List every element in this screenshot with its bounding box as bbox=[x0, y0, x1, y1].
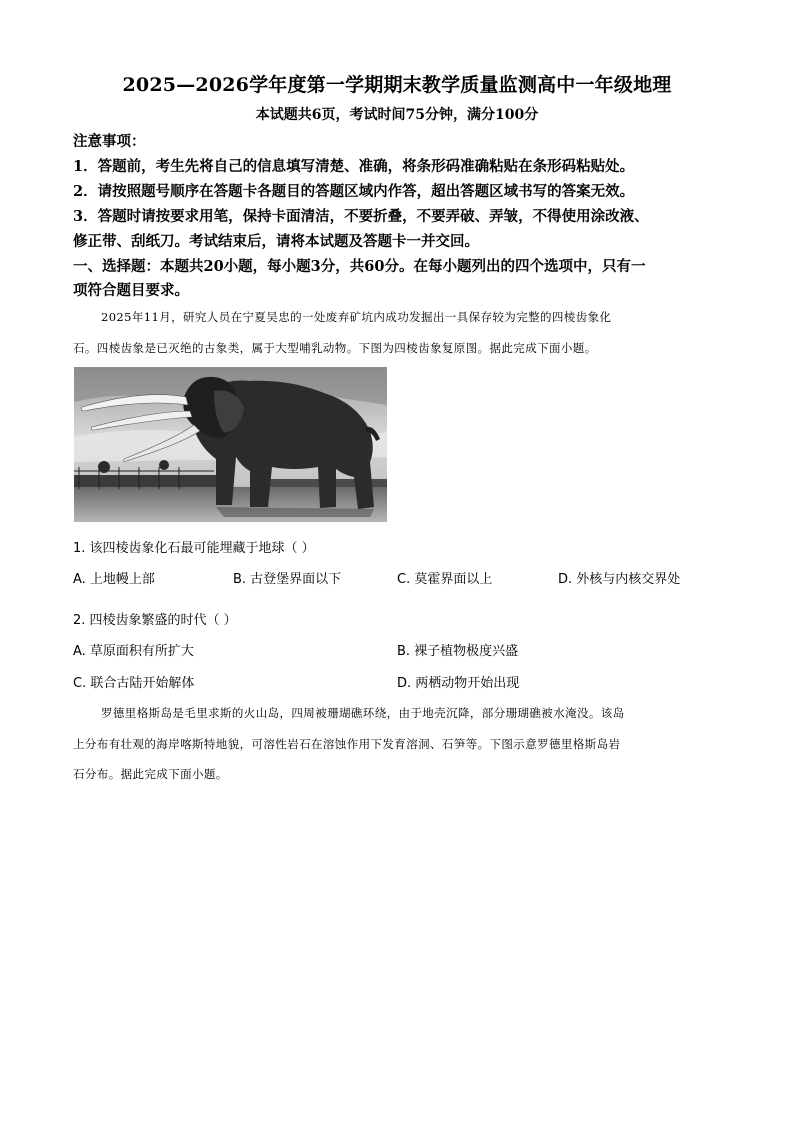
question-1-option-a[interactable]: A. 上地幔上部 bbox=[73, 572, 155, 587]
notice-item-3: 3．答题时请按要求用笔，保持卡面清洁，不要折叠，不要弄破、弄皱，不得使用涂改液、 bbox=[73, 208, 649, 225]
passage2-line2: 上分布有壮观的海岸喀斯特地貌，可溶性岩石在溶蚀作用下发育溶洞、石笋等。下图示意罗德里格斯岛岩 bbox=[73, 737, 621, 751]
page-title: 2025—2026学年度第一学期期末教学质量监测高中一年级地理 bbox=[122, 74, 672, 96]
section-heading: 一、选择题：本题共20小题，每小题3分，共60分。在每小题列出的四个选项中，只有一 bbox=[73, 258, 646, 275]
exam-info: 本试题共6页，考试时间75分钟，满分100分 bbox=[255, 107, 539, 123]
question-2-option-b[interactable]: B. 裸子植物极度兴盛 bbox=[397, 644, 519, 659]
question-1-option-c[interactable]: C. 莫霍界面以上 bbox=[397, 572, 493, 587]
notice-item-1: 1．答题前，考生先将自己的信息填写清楚、准确，将条形码准确粘贴在条形码粘贴处。 bbox=[73, 158, 635, 175]
question-2-option-a[interactable]: A. 草原面积有所扩大 bbox=[73, 644, 194, 659]
notice-heading: 注意事项： bbox=[73, 133, 146, 150]
question-1-stem: 1. 该四棱齿象化石最可能埋藏于地球（ ） bbox=[73, 541, 315, 556]
section-heading-cont: 项符合题目要求。 bbox=[73, 282, 189, 299]
question-1-option-d[interactable]: D. 外核与内核交界处 bbox=[558, 572, 681, 587]
question-2-option-d[interactable]: D. 两栖动物开始出现 bbox=[397, 676, 520, 691]
passage2-line3: 石分布。据此完成下面小题。 bbox=[73, 767, 228, 781]
question-2-option-c[interactable]: C. 联合古陆开始解体 bbox=[73, 676, 195, 691]
notice-item-3-cont: 修正带、刮纸刀。考试结束后，请将本试题及答题卡一并交回。 bbox=[73, 233, 479, 250]
elephant-reconstruction-image bbox=[74, 367, 387, 522]
question-2-stem: 2. 四棱齿象繁盛的时代（ ） bbox=[73, 613, 237, 628]
question-1-option-b[interactable]: B. 古登堡界面以下 bbox=[233, 572, 342, 587]
passage2-line1: 罗德里格斯岛是毛里求斯的火山岛，四周被珊瑚礁环绕，由于地壳沉降，部分珊瑚礁被水淹没。该岛 bbox=[101, 706, 625, 720]
notice-item-2: 2．请按照题号顺序在答题卡各题目的答题区域内作答，超出答题区域书写的答案无效。 bbox=[73, 183, 635, 200]
passage1-line2: 石。四棱齿象是已灭绝的古象类，属于大型哺乳动物。下图为四棱齿象复原图。据此完成下面小题。 bbox=[73, 341, 597, 355]
passage1-line1: 2025年11月，研究人员在宁夏吴忠的一处废弃矿坑内成功发掘出一具保存较为完整的四棱齿象化 bbox=[101, 310, 612, 324]
